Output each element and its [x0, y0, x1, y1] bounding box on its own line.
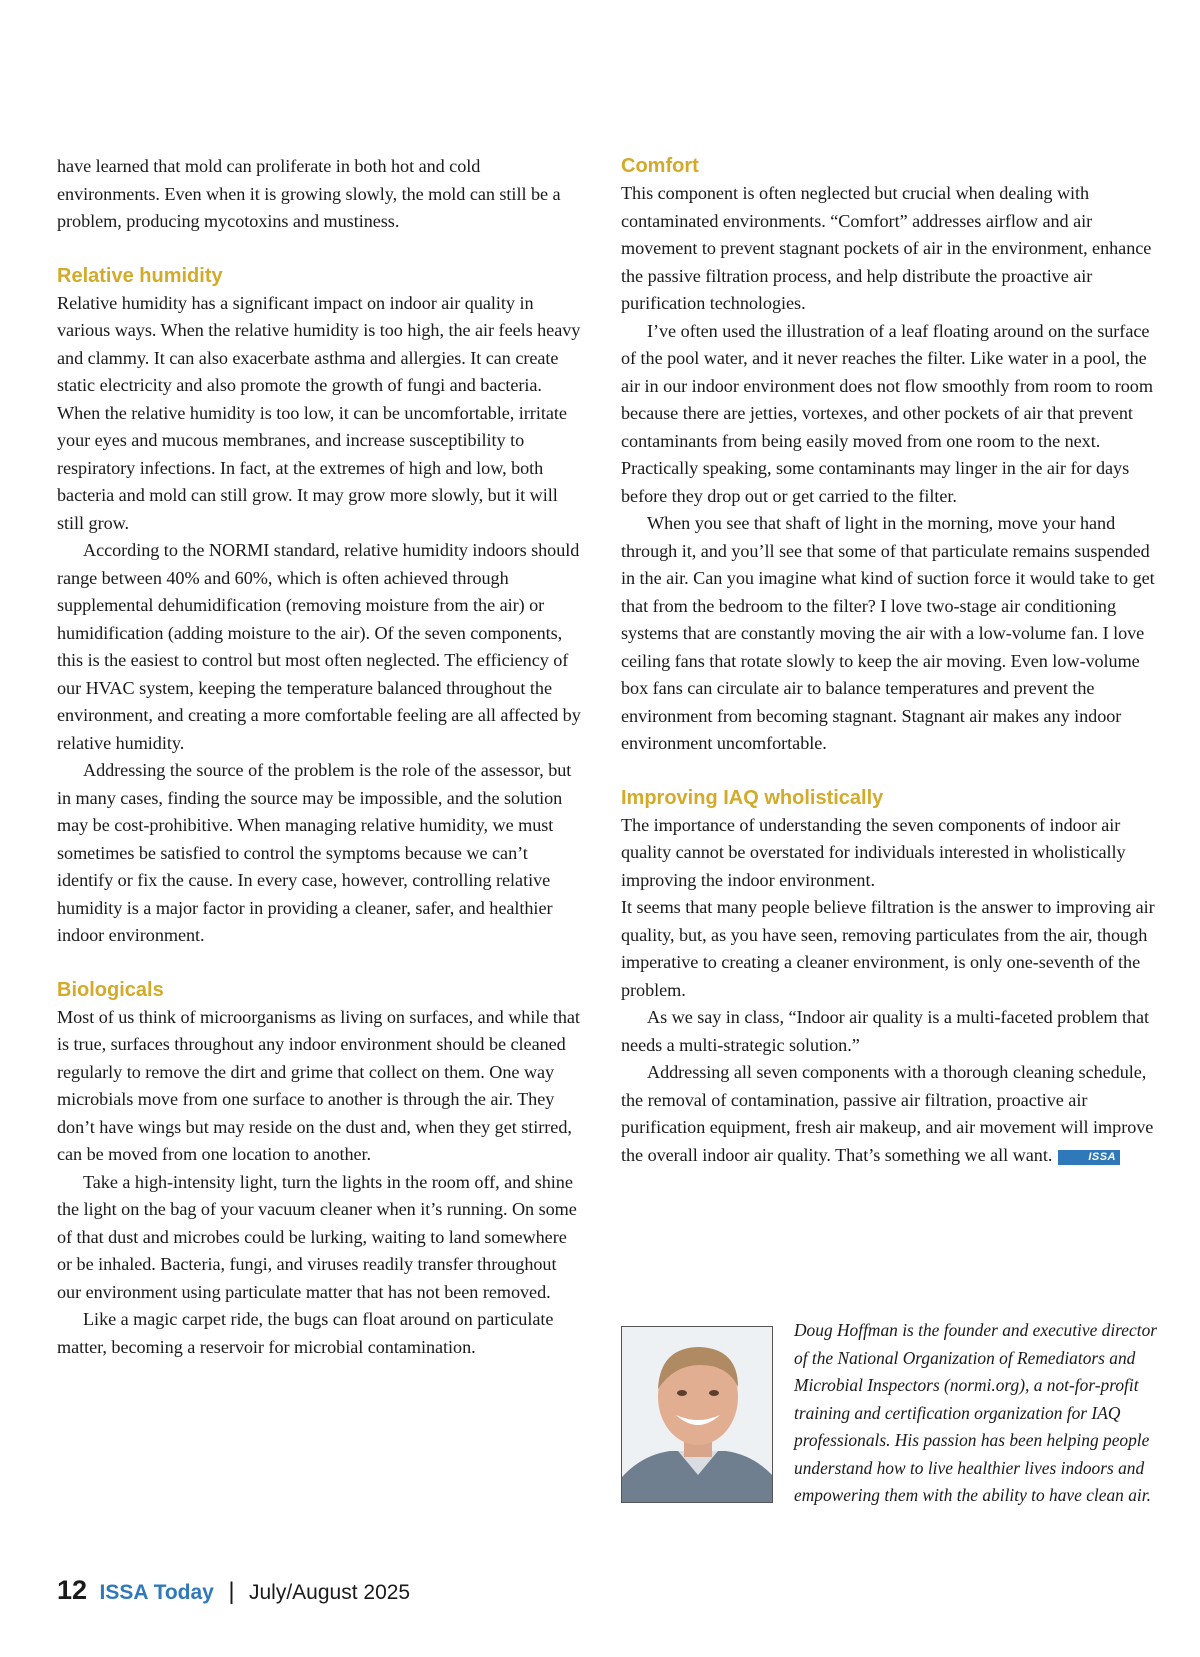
issa-end-mark-icon: ISSA [1058, 1150, 1120, 1165]
author-bio: Doug Hoffman is the founder and executive director of the National Organization of Remediators and Microbial Inspectors (normi.org), a not-for-profit training and certification organization for IAQ professionals. His passion has been helping people understand how to live healthier lives indoors and empowering them with the ability to have clean air. [794, 1320, 1158, 1505]
left-column [57, 153, 582, 1361]
comfort-paragraph-2: I’ve often used the illustration of a leaf floating around on the surface of the pool water, and it never reaches the filter. Like water in a pool, the air in our indoor environment does not flow smoothly from room to room because there are jetties, vortexes, and other pockets of air that prevent contaminants from being easily moved from one room to the next. Practically speaking, some contaminants may linger in the air for days before they drop out or get carried to the filter. [621, 320, 1153, 506]
right-column [621, 153, 1155, 1169]
heading-relative-humidity: Relative humidity [57, 264, 223, 287]
improving-paragraph-1: The importance of understanding the seven components of indoor air quality cannot be overstated for individuals interested in wholistically improving the indoor environment. [621, 814, 1126, 890]
intro-paragraph: have learned that mold can proliferate in both hot and cold environments. Even when it is growing slowly, the mold can still be a problem, producing mycotoxins and mustiness. [57, 156, 561, 231]
humidity-paragraph-1: Relative humidity has a significant impact on indoor air quality in various ways. When the relative humidity is too high, the air feels heavy and clammy. It can also exacerbate asthma and allergies. It can create static electricity and also promote the growth of fungi and bacteria. When the relative humidity is too low, it can be uncomfortable, irritate your eyes and mucous membranes, and increase susceptibility to respiratory infections. In fact, at the extremes of high and low, both bacteria and mold can still grow. It may grow more slowly, but it will still grow. [57, 292, 581, 533]
heading-comfort: Comfort [621, 155, 699, 177]
footer-separator: | [228, 1578, 235, 1605]
issue-date: July/August 2025 [249, 1581, 411, 1604]
author-portrait-icon [622, 1327, 773, 1503]
comfort-paragraph-3: When you see that shaft of light in the morning, move your hand through it, and you’ll see that some of that particulate remains suspended in the air. Can you imagine what kind of suction force it would take to get that from the bedroom to the filter? I love two-stage air conditioning systems that are constantly moving the air with a low-volume fan. I love ceiling fans that rotate slowly to keep the air moving. Even low-volume box fans can circulate air to balance temperatures and prevent the environment from becoming stagnant. Stagnant air makes any indoor environment uncomfortable. [621, 513, 1155, 753]
page-number: 12 [57, 1575, 88, 1605]
humidity-paragraph-2: According to the NORMI standard, relative humidity indoors should range between 40% and 60%, which is often achieved through supplemental dehumidification (removing moisture from the air) or humidification (adding moisture to the air). Of the seven components, this is the easiest to control but most often neglected. The efficiency of our HVAC system, keeping the temperature balanced throughout the environment, and creating a more comfortable feeling are all affected by relative humidity. [57, 540, 581, 753]
improving-paragraph-3-text: Addressing all seven components with a thorough cleaning schedule, the removal of contamination, passive air filtration, proactive air purification equipment, fresh air makeup, and air movement will improve the overall indoor air quality. That’s something we all want. [621, 1062, 1154, 1165]
improving-paragraph-3 [621, 1059, 1155, 1169]
comfort-paragraph-1: This component is often neglected but crucial when dealing with contaminated environments. “Comfort” addresses airflow and air movement to prevent stagnant pockets of air in the environment, enhance the passive filtration process, and help distribute the proactive air purification technologies. [621, 183, 1152, 313]
heading-biologicals: Biologicals [57, 978, 164, 1001]
author-photo [621, 1326, 773, 1503]
heading-improving-iaq: Improving IAQ wholistically [621, 786, 884, 809]
improving-paragraph-2: As we say in class, “Indoor air quality is a multi-faceted problem that needs a multi-strategic solution.” [621, 1007, 1150, 1055]
biologicals-paragraph-2: Take a high-intensity light, turn the lights in the room off, and shine the light on the bag of your vacuum cleaner when it’s running. On some of that dust and microbes could be lurking, waiting to land somewhere or be inhaled. Bacteria, fungi, and viruses readily transfer throughout our environment using particulate matter that has not been removed. [57, 1171, 577, 1302]
publication-name: ISSA Today [99, 1581, 214, 1604]
biologicals-paragraph-1: Most of us think of microorganisms as living on surfaces, and while that is true, surfaces throughout any indoor environment should be cleaned regularly to remove the dirt and grime that collect on them. One way microbials move from one surface to another is through the air. They don’t have wings but may reside on the dust and, when they get stirred, can be moved from one location to another. [57, 1006, 580, 1164]
biologicals-paragraph-3: Like a magic carpet ride, the bugs can float around on particulate matter, becoming a reservoir for microbial contamination. [57, 1309, 554, 1357]
improving-paragraph-1b: It seems that many people believe filtration is the answer to improving air quality, but, as you have seen, removing particulates from the air, though imperative to creating a cleaner environment, is only one-seventh of the problem. [621, 897, 1155, 1000]
humidity-paragraph-3: Addressing the source of the problem is the role of the assessor, but in many cases, finding the source may be impossible, and the solution may be cost-prohibitive. When managing relative humidity, we must sometimes be satisfied to control the symptoms because we can’t identify or fix the cause. In every case, however, controlling relative humidity is a major factor in providing a cleaner, safer, and healthier indoor environment. [57, 760, 572, 945]
page-footer [57, 1575, 410, 1615]
